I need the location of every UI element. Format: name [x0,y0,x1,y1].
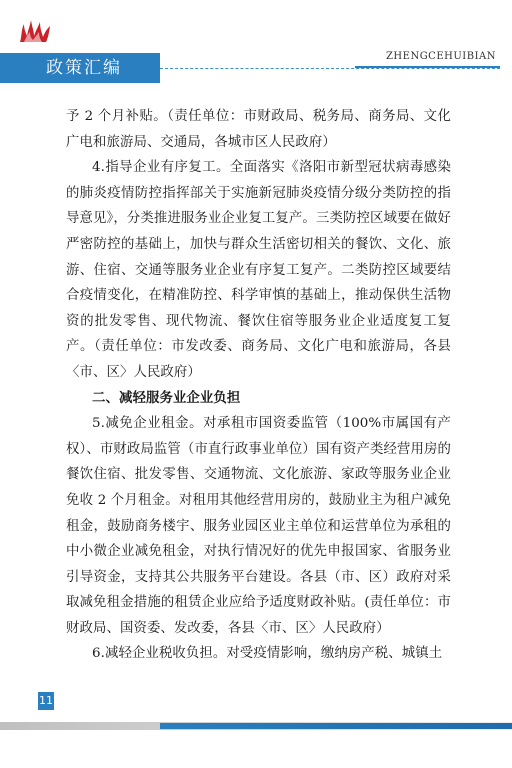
header-divider [160,68,500,69]
paragraph-item-5: 5.减免企业租金。对承租市国资委监管（100%市属国有产权）、市财政局监管（市直行政事业单位）国有资产类经营用房的餐饮住宿、批发零售、交通物流、文化旅游、家政等服务业企业免收 2 个月租金。对租用其他经营用房的，鼓励业主为租户减免租金，鼓励商务楼宇、服务业园区业主单位和运营单位为承租的中小微企业减免租金，对执行情况好的优先申报国家、省服务业引导资金，支持其公共服务平台建设。各县（市、区）政府对采取减免租金措施的租赁企业应给予适度财政补贴。(责任单位：市财政局、国资委、发改委，各县〈市、区〉人民政府） [66,416,451,636]
header-divider-accent [355,66,500,68]
section-title-latin: ZHENGCEHUIBIAN [385,51,496,62]
section-heading: 二、减轻服务业企业负担 [92,390,241,406]
flame-logo-icon [18,18,52,44]
paragraph-item-4: 4.指导企业有序复工。全面落实《洛阳市新型冠状病毒感染的肺炎疫情防控指挥部关于实施新冠肺炎疫情分级分类防控的指导意见》，分类推进服务业企业复工复产。三类防控区域要在做好严密防控的基础上，加快与群众生活密切相关的餐饮、文化、旅游、住宿、交通等服务业企业有序复工复产。二类防控区域要结合疫情变化，在精准防控、科学审慎的基础上，推动保供生活物资的批发零售、现代物流、餐饮住宿等服务业企业适度复工复产。（责任单位：市发改委、商务局、文化广电和旅游局，各县〈市、区〉人民政府） [66,160,451,380]
document-body [66,104,451,667]
paragraph-item-6: 6.减轻企业税收负担。对受疫情影响，缴纳房产税、城镇土 [92,646,443,662]
paragraph-continuation: 予 2 个月补贴。（责任单位：市财政局、税务局、商务局、文化广电和旅游局、交通局，各城市区人民政府） [66,109,451,150]
page-number: 11 [38,692,54,710]
section-title: 政策汇编 [0,53,160,83]
footer-bar-blue [160,723,512,729]
